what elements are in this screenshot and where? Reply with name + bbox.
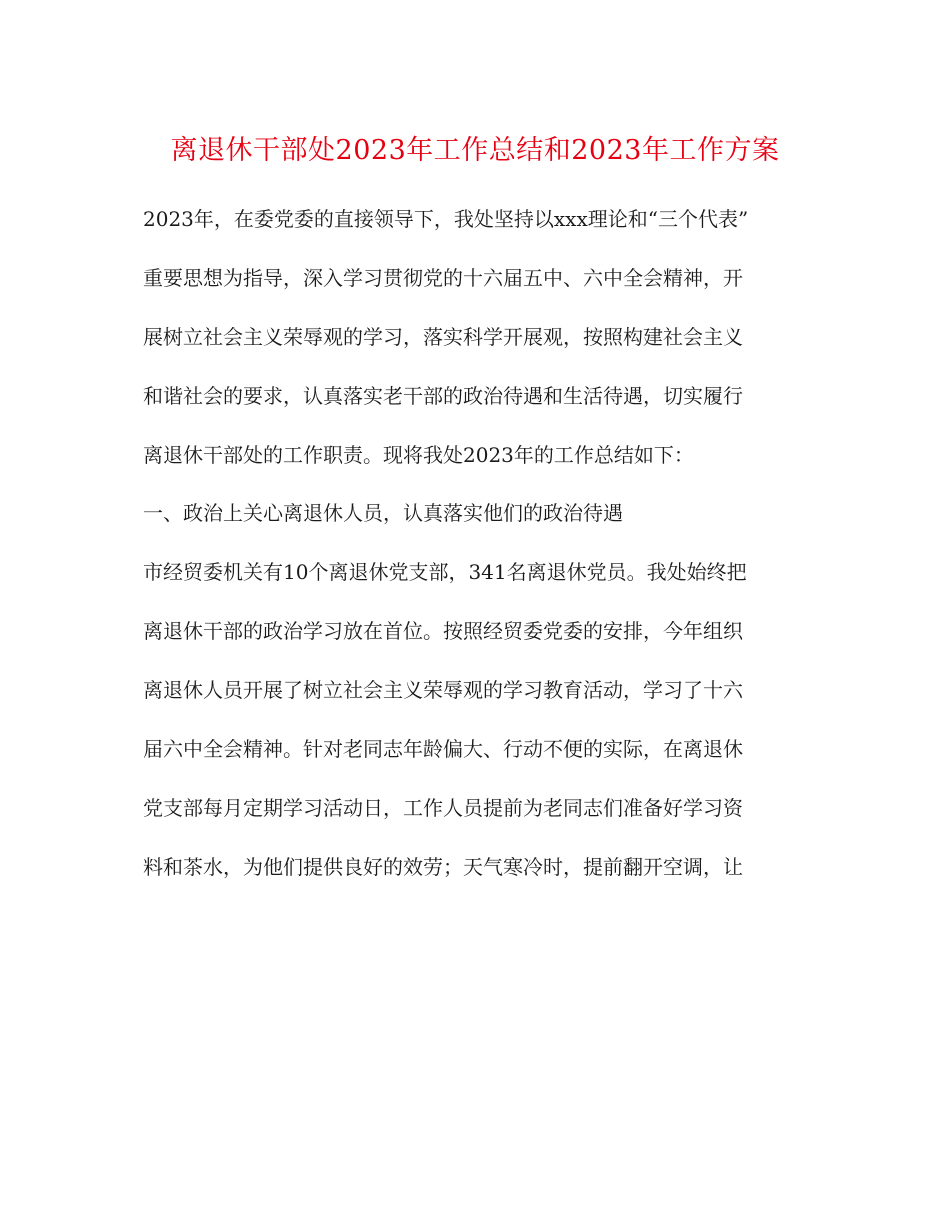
body-line: 2023年，在委党委的直接领导下，我处坚持以xxx理论和“三个代表” [143, 207, 749, 231]
body-line: 离退休干部的政治学习放在首位。按照经贸委党委的安排，今年组织 [143, 619, 743, 644]
body-line: 离退休人员开展了树立社会主义荣辱观的学习教育活动，学习了十六 [143, 678, 743, 703]
body-line: 离退休干部处的工作职责。现将我处2023年的工作总结如下： [143, 442, 694, 467]
body-line: 届六中全会精神。针对老同志年龄偏大、行动不便的实际，在离退休 [143, 737, 743, 762]
body-line: 党支部每月定期学习活动日，工作人员提前为老同志们准备好学习资 [143, 795, 743, 820]
body-line: 重要思想为指导，深入学习贯彻党的十六届五中、六中全会精神，开 [143, 265, 743, 290]
body-line: 展树立社会主义荣辱观的学习，落实科学开展观，按照构建社会主义 [143, 324, 743, 349]
document-title: 离退休干部处2023年工作总结和2023年工作方案 [170, 135, 780, 166]
section-heading: 一、政治上关心离退休人员，认真落实他们的政治待遇 [143, 501, 623, 526]
document-body [143, 190, 808, 897]
body-line: 市经贸委机关有10个离退休党支部，341名离退休党员。我处始终把 [143, 560, 747, 585]
body-line: 料和茶水，为他们提供良好的效劳；天气寒冷时，提前翻开空调，让 [143, 854, 743, 879]
body-line: 和谐社会的要求，认真落实老干部的政治待遇和生活待遇，切实履行 [143, 383, 743, 408]
